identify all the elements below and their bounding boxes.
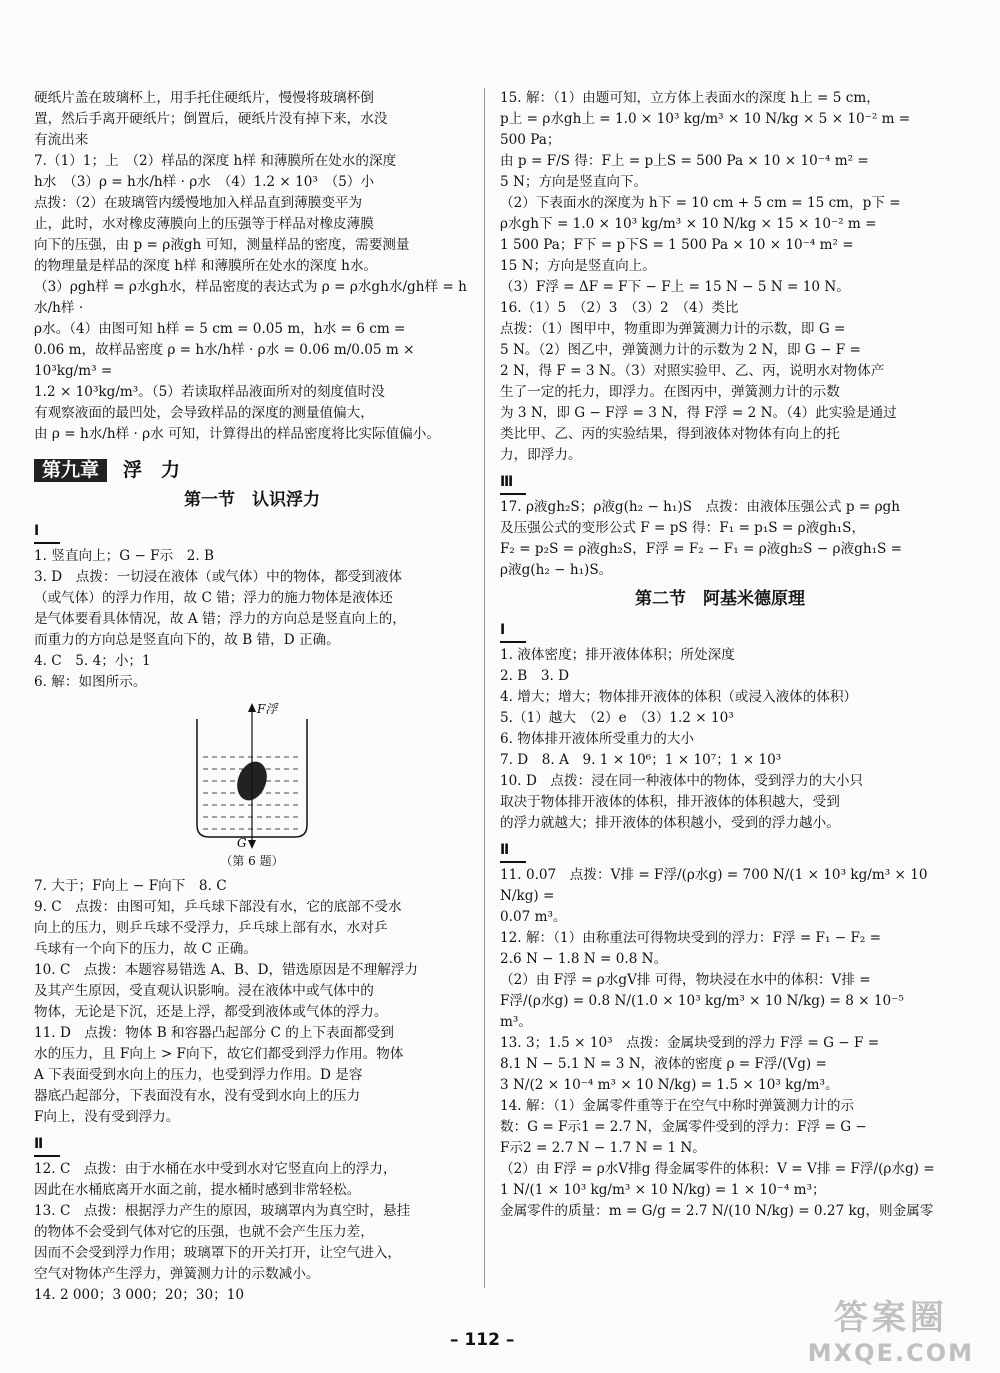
- text-line: 及其产生原因，受直观认识影响。浸在液体中或气体中的: [34, 983, 374, 999]
- text-line: 12. C 点拨：由于水桶在水中受到水对它竖直向上的浮力，: [34, 1161, 397, 1177]
- level-marker: Ⅱ: [34, 1134, 60, 1157]
- text-line: h水 （3）ρ = h水/h样 · ρ水 （4）1.2 × 10³ （5）小: [34, 174, 375, 190]
- text-line: 金属零件的质量：m = G/g = 2.7 N/(10 N/kg) = 0.27 kg，则金属零: [500, 1203, 934, 1219]
- text-line: 水的压力，且 F向上 > F向下，故它们都受到浮力作用。物体: [34, 1046, 404, 1062]
- section-title: 第一节 认识浮力: [184, 490, 320, 510]
- left-column: [34, 88, 470, 1306]
- text-line: 空气对物体产生浮力，弹簧测力计的示数减小。: [34, 1266, 320, 1282]
- text-line: 500 Pa；: [500, 132, 561, 148]
- text-line: （2）由 F浮 = ρ水gV排 可得，物块浸在水中的体积：V排 =: [500, 972, 871, 988]
- text-line: 11. D 点拨：物体 B 和容器凸起部分 C 的上下表面都受到: [34, 1025, 394, 1041]
- chapter-title: 浮 力: [123, 459, 181, 481]
- text-line: F浮/(ρ水g) = 0.8 N/(1.0 × 10³ kg/m³ × 10 N/kg) = 8 × 10⁻⁵ m³。: [500, 993, 909, 1030]
- text-line: ρ液g(h₂ − h₁)S。: [500, 562, 613, 578]
- text-line: 为 3 N，即 G − F浮 = 3 N，得 F浮 = 2 N。（4）此实验是通过: [500, 405, 897, 421]
- text-line: 的浮力就越大；排开液体的体积越小，受到的浮力越小。: [500, 815, 840, 831]
- text-line: 物体，无论是下沉，还是上浮，都受到液体或气体的浮力。: [34, 1004, 388, 1020]
- text-line: 11. 0.07 点拨：V排 = F浮/(ρ水g) = 700 N/(1 × 10³ kg/m³ × 10 N/kg) =: [500, 867, 932, 904]
- text-line: 置，然后手离开硬纸片；倒置后，硬纸片没有掉下来，水没: [34, 111, 388, 127]
- intro-block: [34, 88, 470, 151]
- section2-answers-a: [500, 645, 940, 834]
- text-line: F示2 = 2.7 N − 1.7 N = 1 N。: [500, 1140, 706, 1156]
- text-line: 2 N，得 F = 3 N。（3）对照实验甲、乙、丙，说明水对物体产: [500, 363, 885, 379]
- text-line: 7. 大于；F向上 − F向下 8. C: [34, 878, 227, 894]
- text-line: 9. C 点拨：由图可知，乒乓球下部没有水，它的底部不受水: [34, 899, 402, 915]
- question-7-block: [34, 151, 470, 445]
- text-line: 1.2 × 10³kg/m³。（5）若读取样品液面所对的刻度值时没: [34, 384, 385, 400]
- section1-answers-c: [34, 1159, 470, 1306]
- text-line: 乓球有一个向下的压力，故 C 正确。: [34, 941, 257, 957]
- text-line: 13. C 点拨：根据浮力产生的原因，玻璃罩内为真空时，悬挂: [34, 1203, 411, 1219]
- text-line: 5 N；方向是竖直向下。: [500, 174, 648, 190]
- text-line: 因而不会受到浮力作用；玻璃罩下的开关打开，让空气进入，: [34, 1245, 402, 1261]
- text-line: （3）F浮 = ΔF = F下 − F上 = 15 N − 5 N = 10 N。: [500, 279, 850, 295]
- text-line: ρ水。（4）由图可知 h样 = 5 cm = 0.05 m，h水 = 6 cm =: [34, 321, 406, 337]
- text-line: 类比甲、乙、丙的实验结果，得到液体对物体有向上的托: [500, 426, 840, 442]
- text-line: 13. 3；1.5 × 10³ 点拨：金属块受到的浮力 F浮 = G − F =: [500, 1035, 880, 1051]
- watermark-line1: 答案圈: [833, 1298, 948, 1338]
- text-line: 10. D 点拨：浸在同一种液体中的物体，受到浮力的大小只: [500, 773, 864, 789]
- page-number: – 112 –: [450, 1330, 515, 1350]
- text-line: 1. 液体密度；排开液体体积；所处深度: [500, 647, 735, 663]
- text-line: 1 N/(1 × 10³ kg/m³ × 10 N/kg) = 1 × 10⁻⁴ m³；: [500, 1182, 826, 1198]
- text-line: 向上的压力，则乒乓球不受浮力，乒乓球上部有水，水对乒: [34, 920, 388, 936]
- text-line: 的物理量是样品的深度 h样 和薄膜所在处水的深度 h水。: [34, 258, 378, 274]
- text-line: 1. 竖直向上；G − F示 2. B: [34, 548, 215, 564]
- buoyant-force-label: F浮: [257, 702, 278, 716]
- text-line: 6. 物体排开液体所受重力的大小: [500, 731, 695, 747]
- text-line: 由 p = F/S 得：F上 = p上S = 500 Pa × 10 × 10⁻⁴ m² =: [500, 153, 869, 169]
- text-line: 15. 解：（1）由题可知，立方体上表面水的深度 h上 = 5 cm，: [500, 90, 880, 106]
- text-line: 6. 解：如图所示。: [34, 674, 147, 690]
- text-line: p上 = ρ水gh上 = 1.0 × 10³ kg/m³ × 10 N/kg × 5 × 10⁻² m =: [500, 111, 911, 127]
- text-line: 点拨：（2）在玻璃管内缓慢地加入样品直到薄膜变平为: [34, 195, 363, 211]
- text-line: 取决于物体排开液体的体积，排开液体的体积越大，受到: [500, 794, 840, 810]
- text-line: 5.（1）越大 （2）e （3）1.2 × 10³: [500, 710, 734, 726]
- answer-17: [500, 497, 940, 581]
- text-line: 14. 2 000；3 000；20；30；10: [34, 1287, 245, 1303]
- text-line: 3 N/(2 × 10⁻⁴ m³ × 10 N/kg) = 1.5 × 10³ kg/m³。: [500, 1077, 839, 1093]
- buoyancy-diagram: [177, 699, 327, 849]
- watermark-line2: MXQE.COM: [807, 1339, 974, 1367]
- text-line: （3）ρgh样 = ρ水gh水，样品密度的表达式为 ρ = ρ水gh水/gh样 = h水/h样 ·: [34, 279, 467, 316]
- text-line: 有观察液面的最凹处，会导致样品的深度的测量值偏大，: [34, 405, 374, 421]
- text-line: 15 N；方向是竖直向上。: [500, 258, 656, 274]
- section1-answers-b: [34, 876, 470, 1128]
- section1-answers-a: [34, 546, 470, 693]
- text-line: 及压强公式的变形公式 F = pS 得：F₁ = p₁S = ρ液gh₁S，: [500, 520, 866, 536]
- chapter-tag: 第九章: [34, 459, 107, 482]
- level-marker: Ⅱ: [500, 840, 526, 863]
- text-line: 4. 增大；增大；物体排开液体的体积（或浸入液体的体积）: [500, 689, 858, 705]
- text-line: （2）由 F浮 = ρ水V排g 得金属零件的体积：V = V排 = F浮/(ρ水g) =: [500, 1161, 935, 1177]
- text-line: 而重力的方向总是竖直向下的，故 B 错，D 正确。: [34, 632, 340, 648]
- text-line: 点拨：（1）图甲中，物重即为弹簧测力计的示数，即 G =: [500, 321, 846, 337]
- text-line: 因此在水桶底离开水面之前，提水桶时感到非常轻松。: [34, 1182, 361, 1198]
- column-divider: [484, 88, 485, 1288]
- answers-15-16: [500, 88, 940, 466]
- text-line: ρ水gh下 = 1.0 × 10³ kg/m³ × 10 N/kg × 15 × 10⁻² m =: [500, 216, 877, 232]
- watermark-logo: [808, 1290, 974, 1367]
- text-line: 12. 解：（1）由称重法可得物块受到的浮力：F浮 = F₁ − F₂ =: [500, 930, 882, 946]
- text-line: 3. D 点拨：一切浸在液体（或气体）中的物体，都受到液体: [34, 569, 403, 585]
- text-line: A 下表面受到水向上的压力，也受到浮力作用。D 是容: [34, 1067, 363, 1083]
- text-line: 5 N。（2）图乙中，弹簧测力计的示数为 2 N，即 G − F =: [500, 342, 861, 358]
- text-line: 向下的压强，由 p = ρ液gh 可知，测量样品的密度，需要测量: [34, 237, 410, 253]
- text-line: 硬纸片盖在玻璃杯上，用手托住硬纸片，慢慢将玻璃杯倒: [34, 90, 374, 106]
- text-line: 0.07 m³。: [500, 909, 567, 925]
- text-line: 17. ρ液gh₂S；ρ液g(h₂ − h₁)S 点拨：由液体压强公式 p = ρgh: [500, 499, 901, 515]
- text-line: 数：G = F示1 = 2.7 N，金属零件受到的浮力：F浮 = G −: [500, 1119, 867, 1135]
- level-marker: Ⅲ: [500, 472, 526, 495]
- text-line: 有流出来: [34, 132, 89, 148]
- level-marker: Ⅰ: [500, 620, 526, 643]
- text-line: 16.（1）5 （2）3 （3）2 （4）类比: [500, 300, 739, 316]
- text-line: （2）下表面水的深度为 h下 = 10 cm + 5 cm = 15 cm，p下 =: [500, 195, 901, 211]
- text-line: 止，此时，水对橡皮薄膜向上的压强等于样品对橡皮薄膜: [34, 216, 374, 232]
- gravity-label: G: [237, 836, 247, 849]
- text-line: 7. D 8. A 9. 1 × 10⁶；1 × 10⁷；1 × 10³: [500, 752, 782, 768]
- text-line: 生了一定的托力，即浮力。在图丙中，弹簧测力计的示数: [500, 384, 840, 400]
- text-line: 1 500 Pa；F下 = p下S = 1 500 Pa × 10 × 10⁻⁴ m² =: [500, 237, 854, 253]
- figure-q6: [34, 699, 470, 872]
- right-column: [500, 88, 940, 1222]
- text-line: 器底凸起部分，下表面没有水，没有受到水向上的压力: [34, 1088, 361, 1104]
- text-line: 力，即浮力。: [500, 447, 582, 463]
- level-marker: Ⅰ: [34, 521, 60, 544]
- text-line: 是气体要看具体情况，故 A 错；浮力的方向总是竖直向上的，: [34, 611, 406, 627]
- text-line: 10. C 点拨：本题容易错选 A、B、D，错选原因是不理解浮力: [34, 962, 419, 978]
- text-line: F向上，没有受到浮力。: [34, 1109, 180, 1125]
- section-title: 第二节 阿基米德原理: [635, 589, 805, 609]
- text-line: 2.6 N − 1.8 N = 0.8 N。: [500, 951, 668, 967]
- text-line: 0.06 m，故样品密度 ρ = h水/h样 · ρ水 = 0.06 m/0.05 m × 10³kg/m³ =: [34, 342, 419, 379]
- text-line: 8.1 N − 5.1 N = 3 N，液体的密度 ρ = F浮/(Vg) =: [500, 1056, 827, 1072]
- text-line: （或气体）的浮力作用，故 C 错；浮力的施力物体是液体还: [34, 590, 393, 606]
- text-line: F₂ = p₂S = ρ液gh₂S，F浮 = F₂ − F₁ = ρ液gh₂S − ρ液gh₁S =: [500, 541, 903, 557]
- text-line: 4. C 5. 4；小；1: [34, 653, 151, 669]
- text-line: 7.（1）1；上 （2）样品的深度 h样 和薄膜所在处水的深度: [34, 153, 397, 169]
- text-line: 2. B 3. D: [500, 668, 570, 684]
- text-line: 14. 解：（1）金属零件重等于在空气中称时弹簧测力计的示: [500, 1098, 855, 1114]
- figure-caption: （第 6 题）: [220, 854, 284, 868]
- text-line: 由 ρ = h水/h样 · ρ水 可知，计算得出的样品密度将比实际值偏小。: [34, 426, 440, 442]
- text-line: 的物体不会受到气体对它的压强，也就不会产生压力差，: [34, 1224, 374, 1240]
- chapter-heading: [34, 459, 470, 482]
- section2-answers-b: [500, 865, 940, 1222]
